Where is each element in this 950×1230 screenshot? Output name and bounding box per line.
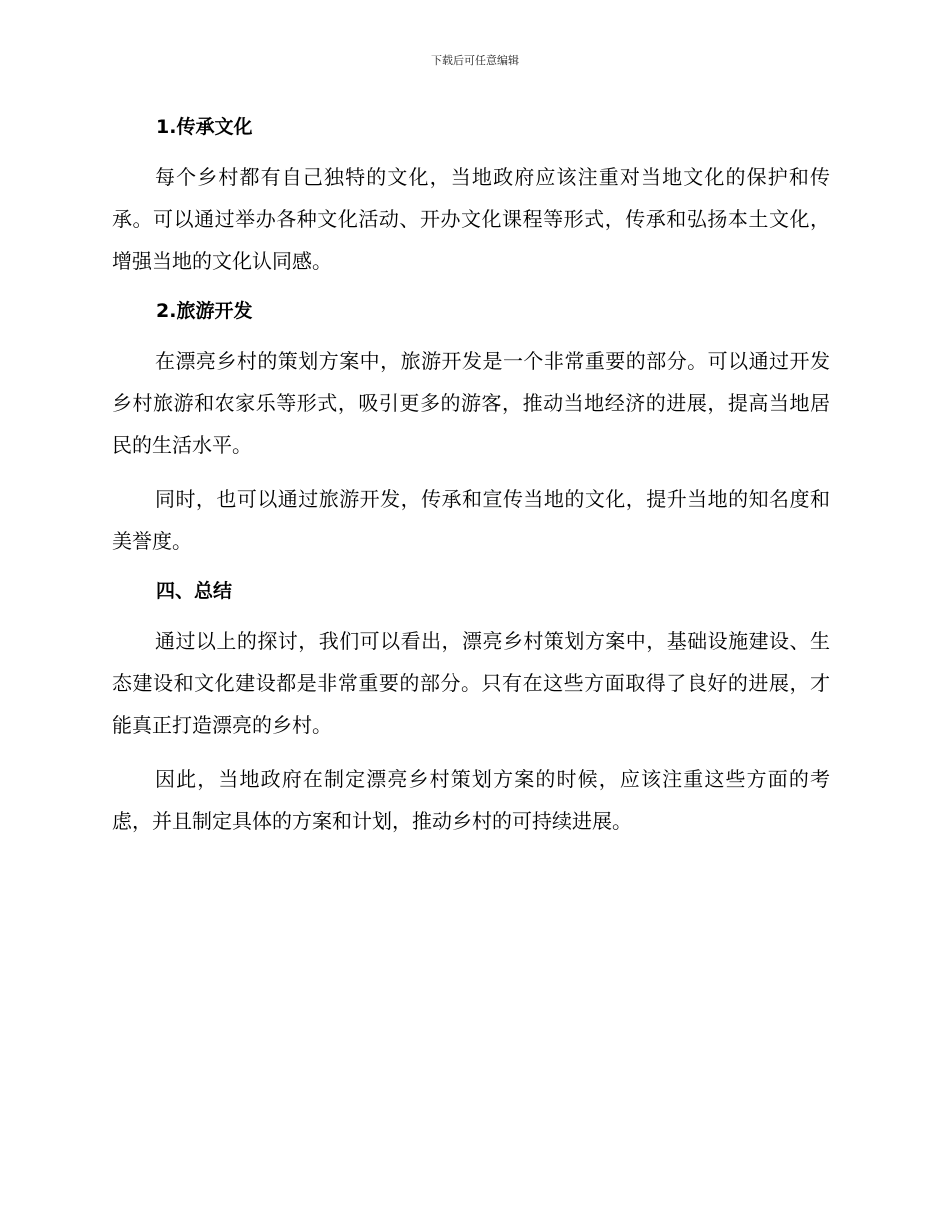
section-heading-summary: 四、总结 — [156, 580, 233, 602]
paragraph-tourism-2: 同时，也可以通过旅游开发，传承和宣传当地的文化，提升当地的知名度和美誉度。 — [112, 487, 830, 553]
section-heading-tourism: 2.旅游开发 — [156, 300, 253, 322]
paragraph-culture: 每个乡村都有自己独特的文化，当地政府应该注重对当地文化的保护和传承。可以通过举办各种文化活动、开办文化课程等形式，传承和弘扬本土文化，增强当地的文化认同感。 — [112, 165, 830, 273]
paragraph-summary-2: 因此，当地政府在制定漂亮乡村策划方案的时候，应该注重这些方面的考虑，并且制定具体的方案和计划，推动乡村的可持续进展。 — [112, 767, 830, 833]
section-heading-culture: 1.传承文化 — [156, 116, 253, 138]
paragraph-tourism-1: 在漂亮乡村的策划方案中，旅游开发是一个非常重要的部分。可以通过开发乡村旅游和农家乐等形式，吸引更多的游客，推动当地经济的进展，提高当地居民的生活水平。 — [112, 349, 830, 457]
paragraph-summary-1: 通过以上的探讨，我们可以看出，漂亮乡村策划方案中，基础设施建设、生态建设和文化建设都是非常重要的部分。只有在这些方面取得了良好的进展，才能真正打造漂亮的乡村。 — [112, 629, 830, 737]
document-body — [112, 110, 830, 854]
page-header: 下载后可任意编辑 — [431, 54, 519, 67]
